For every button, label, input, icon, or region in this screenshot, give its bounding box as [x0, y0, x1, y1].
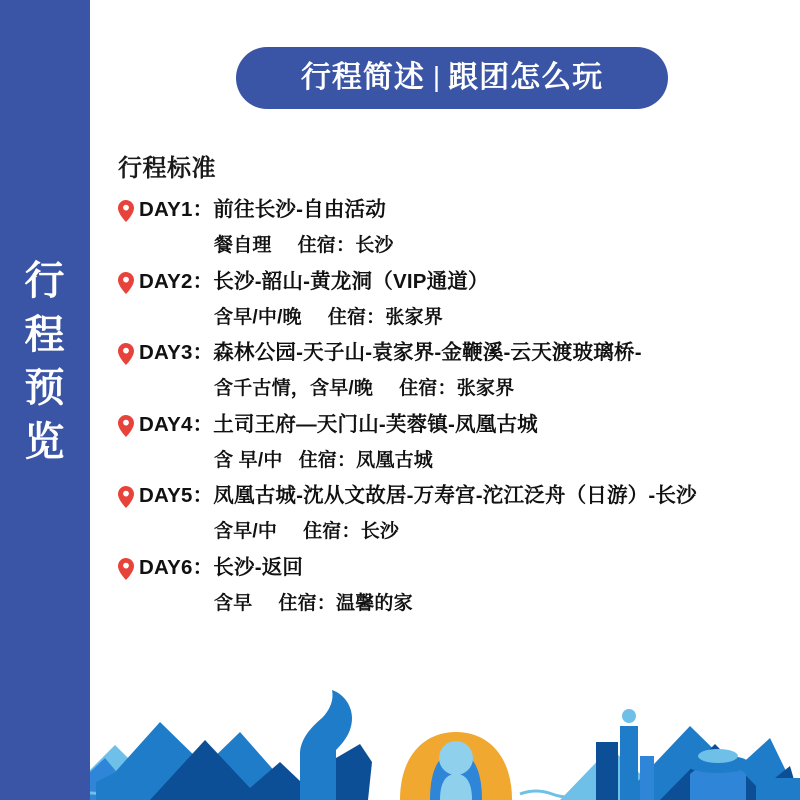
day-meals: 含早: [214, 592, 253, 614]
day-label: DAY6：长沙-返回: [139, 555, 304, 579]
day-detail: [214, 518, 788, 547]
day-stay: 住宿：长沙: [303, 521, 400, 542]
header-title-separator: |: [432, 61, 441, 92]
itinerary-content: [118, 148, 788, 624]
location-pin-icon: [118, 200, 134, 222]
day-label: DAY1：前往长沙-自由活动: [139, 198, 386, 221]
day-label: DAY5：凤凰古城-沈从文故居-万寿宫-沱江泛舟（日游）-长沙: [139, 484, 697, 507]
itinerary-day: [118, 338, 788, 404]
left-band-char-2: 预: [24, 366, 66, 411]
left-band-char-1: 程: [24, 312, 66, 357]
day-detail: [214, 232, 788, 261]
location-pin-icon: [118, 558, 134, 580]
day-stay: 住宿：温馨的家: [278, 592, 413, 614]
itinerary-day: [118, 195, 788, 261]
left-band-char-3: 览: [24, 419, 66, 464]
itinerary-day: [118, 553, 788, 619]
day-meals: 含早/中/晚: [214, 306, 302, 328]
day-detail: [214, 590, 788, 619]
day-detail: [214, 447, 788, 476]
day-label: DAY2：长沙-韶山-黄龙洞（VIP通道）: [139, 269, 489, 293]
left-band-text: [0, 255, 90, 469]
day-meals: 含千古情，含早/晚: [214, 378, 374, 399]
location-pin-icon: [118, 486, 134, 508]
itinerary-day: [118, 481, 788, 547]
day-detail: [214, 375, 788, 404]
day-label: DAY3：森林公园-天子山-袁家界-金鞭溪-云天渡玻璃桥-: [139, 341, 642, 364]
day-stay: 住宿：凤凰古城: [298, 449, 433, 471]
day-stay: 住宿：张家界: [399, 378, 515, 399]
section-title: 行程标准: [118, 155, 216, 182]
day-label: DAY4：土司王府—天门山-芙蓉镇-凤凰古城: [139, 412, 538, 436]
day-meals: 餐自理: [214, 235, 272, 256]
itinerary-day: [118, 267, 788, 333]
itinerary-day: [118, 410, 788, 476]
location-pin-icon: [118, 272, 134, 294]
footer-illustration: [0, 670, 800, 800]
location-pin-icon: [118, 415, 134, 437]
left-vertical-band: [0, 0, 90, 800]
day-detail: [214, 304, 788, 333]
location-pin-icon: [118, 343, 134, 365]
day-stay: 住宿：长沙: [297, 235, 394, 256]
day-meals: 含早/中: [214, 521, 278, 542]
day-stay: 住宿：张家界: [327, 306, 443, 328]
header-title-left: 行程简述: [300, 61, 425, 94]
day-meals: 含 早/中: [214, 449, 283, 471]
left-band-char-0: 行: [24, 259, 66, 303]
header-title-right: 跟团怎么玩: [448, 61, 604, 94]
header-title-pill: [236, 47, 668, 109]
